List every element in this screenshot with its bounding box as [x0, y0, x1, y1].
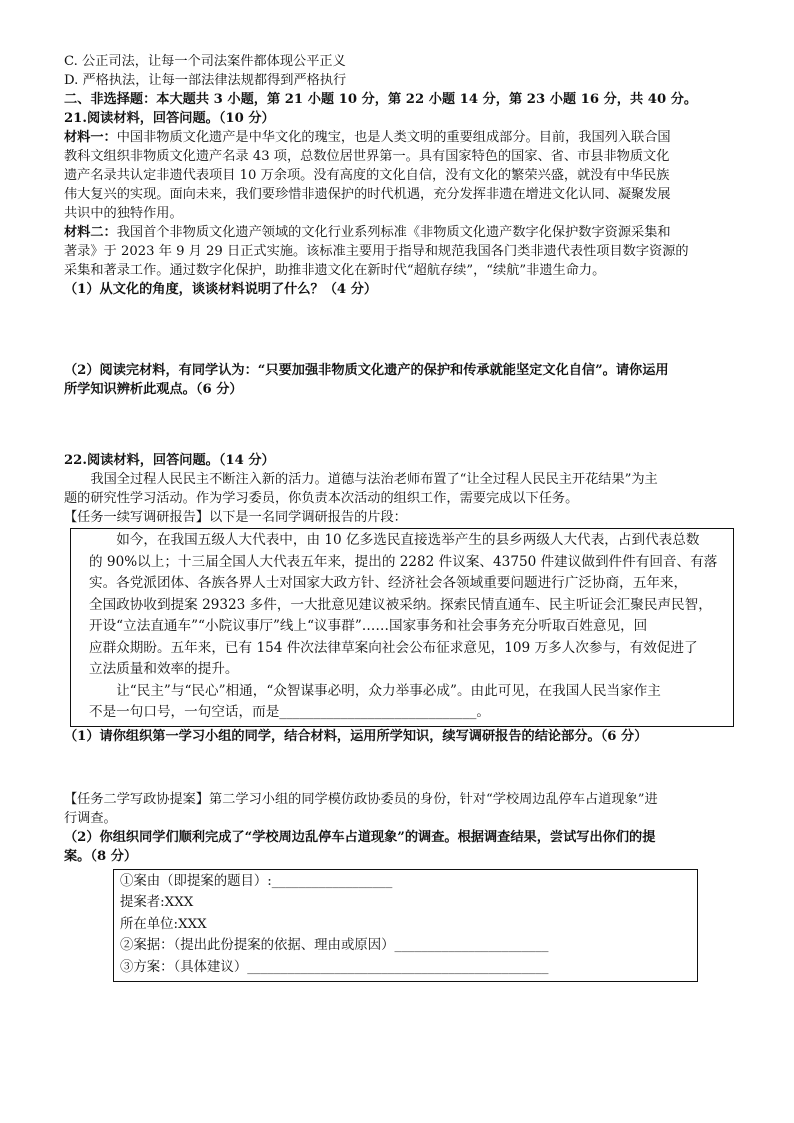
proposer-field: 提案者:XXX: [120, 895, 194, 911]
option-c: C. 公正司法，让每一个司法案件都体现公平正义: [64, 54, 346, 69]
material2-text: 著录》于 2023 年 9 月 29 日正式实施。该标准主要用于指导和规范我国各门类非遗代表性项目数字资源的: [64, 244, 689, 259]
report-line: 让“民主”与“民心”相通，“众智谋事必明，众力举事必成”。由此可见，在我国人民当家作主: [116, 682, 661, 699]
q22-sub2: （2）你组织同学们顺利完成了“学校周边乱停车占道现象”的调查。根据调查结果，尝试写出你们的提: [64, 829, 656, 845]
answer-space: [64, 746, 740, 790]
material1-text: 中国非物质文化遗产是中华文化的瑰宝，也是人类文明的重要组成部分。目前，我国列入联合国: [116, 130, 671, 145]
material2-text: 我国首个非物质文化遗产领域的文化行业系列标准《非物质文化遗产数字化保护数字资源采集和: [116, 225, 671, 240]
report-line: 如今，在我国五级人大代表中，由 10 亿多选民直接选举产生的县乡两级人大代表，占到代表总数: [116, 532, 700, 548]
q22-sub2: 案。（8 分）: [64, 848, 138, 864]
task2-heading: 【任务二学写政协提案】第二学习小组的同学模仿政协委员的身份，针对“学校周边乱停车占道现象”进: [64, 791, 658, 807]
q22-intro: 我国全过程人民民主不断注入新的活力。道德与法治老师布置了“让全过程人民民主开花结果”为主: [90, 472, 658, 487]
q22-title: 22.阅读材料，回答问题。（14 分）: [64, 453, 275, 468]
proposal-basis-field[interactable]: ②案据：（提出此份提案的依据、理由或原因）_______________________: [120, 938, 549, 954]
material1-text: 伟大复兴的实现。面向未来，我们要珍惜非遗保护的时代机遇，充分发挥非遗在增进文化认同、凝聚发展: [64, 187, 671, 202]
report-excerpt-box: [70, 528, 734, 727]
report-line: 应群众期盼。五年来，已有 154 件次法律草案向社会公布征求意见，109 万多人次参与，有效促进了: [89, 639, 698, 656]
material1-text: 共识中的独特作用。: [64, 206, 183, 221]
q21-sub1: （1）从文化的角度，谈谈材料说明了什么？（4 分）: [64, 282, 378, 297]
material1-text: 遗产名录共认定非遗代表项目 10 万余项。没有高度的文化自信，没有文化的繁荣兴盛，就没有中华民族: [64, 168, 670, 183]
proposal-form-box: [113, 869, 698, 983]
option-d: D. 严格执法，让每一部法律法规都得到严格执行: [64, 73, 347, 88]
material2-text: 采集和著录工作。通过数字化保护，助推非遗文化在新时代“超航存续”，“续航”非遗生命力。: [64, 263, 606, 278]
report-line: 全国政协收到提案 29323 多件，一大批意见建议被采纳。探索民情直通车、民主听证会汇聚民声民智，: [89, 596, 712, 613]
q21-material2: [64, 223, 740, 280]
material1-label: 材料一：: [64, 130, 117, 145]
report-blank-line: 不是一句口号，一句空话，而是_____________________________。: [89, 704, 491, 720]
exam-page: [64, 52, 740, 982]
answer-space: [64, 299, 740, 361]
q21-title: 21.阅读材料，回答问题。（10 分）: [64, 111, 275, 126]
material2-label: 材料二：: [64, 225, 117, 240]
q21-sub2: （2）阅读完材料，有同学认为：“只要加强非物质文化遗产的保护和传承就能坚定文化自信”。请你运用: [64, 363, 669, 378]
proposal-plan-field[interactable]: ③方案：（具体建议）_____________________________________________: [120, 959, 549, 975]
material1-text: 教科文组织非物质文化遗产名录 43 项，总数位居世界第一。具有国家特色的国家、省、市县非物质文化: [64, 149, 670, 164]
section-heading: 二、非选择题：本大题共 3 小题，第 21 小题 10 分，第 22 小题 14 分，第 23 小题 16 分，共 40 分。: [64, 92, 698, 107]
q22-intro: 题的研究性学习活动。作为学习委员，你负责本次活动的组织工作，需要完成以下任务。: [64, 491, 579, 506]
report-line: 的 90%以上；十三届全国人大代表五年来，提出的 2282 件议案、43750 件建议做到件件有回音、有落: [89, 553, 718, 570]
answer-space: [64, 399, 740, 451]
report-line: 开设“立法直通车”“小院议事厅”线上“议事群”……国家事务和社会事务充分听取百姓意见，回: [89, 618, 648, 634]
task2-heading: 行调查。: [64, 810, 117, 826]
task1-heading: 【任务一续写调研报告】以下是一名同学调研报告的片段：: [64, 510, 407, 525]
proposal-title-field[interactable]: ①案由（即提案的题目）:__________________: [120, 873, 393, 889]
q22-sub1: （1）请你组织第一学习小组的同学，结合材料，运用所学知识，续写调研报告的结论部分。（6 分）: [64, 728, 648, 744]
unit-field: 所在单位:XXX: [120, 916, 207, 932]
report-line: 立法质量和效率的提升。: [89, 661, 239, 677]
report-line: 实。各党派团体、各族各界人士对国家大政方针、经济社会各领域重要问题进行广泛协商，五年来，: [89, 575, 688, 591]
q21-material1: [64, 128, 740, 223]
q21-sub2: 所学知识辨析此观点。（6 分）: [64, 382, 243, 397]
